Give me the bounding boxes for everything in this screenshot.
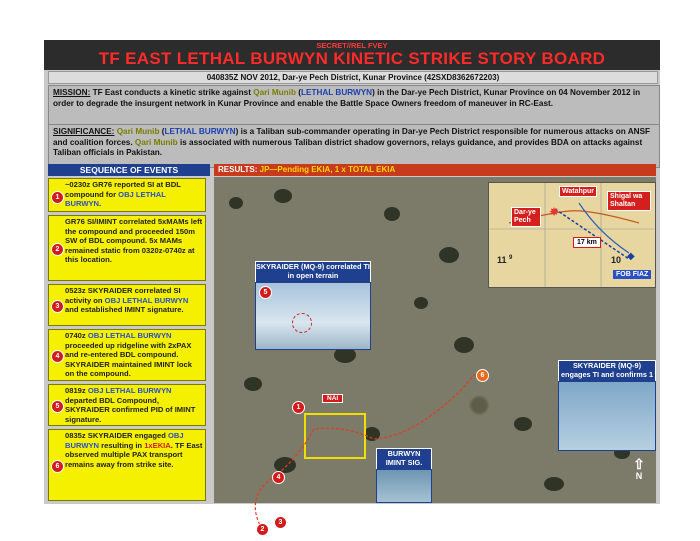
event-text-end: and established IMINT signature. bbox=[65, 305, 184, 315]
grid-label-left: 11 bbox=[497, 255, 507, 265]
event-text-end: departed BDL Compound, SKYRAIDER confirmed PID of IMINT signature. bbox=[65, 395, 196, 424]
results-label: RESULTS: bbox=[218, 165, 258, 174]
area-map-inset bbox=[488, 182, 656, 288]
tree-canopy bbox=[384, 207, 400, 221]
event-4 bbox=[48, 329, 206, 381]
video-still-6 bbox=[558, 381, 656, 451]
event-text-mid: resulting in bbox=[99, 440, 145, 450]
path-marker-1: 1 bbox=[292, 401, 305, 414]
event-number-badge: 4 bbox=[51, 350, 64, 363]
significance-box bbox=[48, 124, 660, 168]
nai-label: NAI bbox=[322, 394, 343, 403]
significance-text-c: is associated with numerous Taliban district shadow governors, relays guidance, and provides BDA on attacks against Taliban officials in Pakistan. bbox=[53, 137, 643, 158]
video-marker-5: 5 bbox=[259, 286, 272, 299]
mission-text-c: ) in the Dar-ye Pech District, Kunar Province on 04 November 2012 in order to degrade the insurgent network in Kunar Province and enable the Battle Space Owners freedom of maneuver in RC-East. bbox=[53, 88, 641, 108]
significance-label: SIGNIFICANCE: bbox=[53, 127, 115, 136]
video-still-5 bbox=[255, 282, 371, 350]
results-bar bbox=[214, 164, 656, 176]
event-objective: OBJ LETHAL BURWYN bbox=[87, 331, 172, 340]
video-caption-sig: BURWYN IMINT SIG. bbox=[376, 448, 432, 470]
tree-canopy bbox=[229, 197, 243, 209]
event-text: ~0230z GR76 reported SI at BDL compound for bbox=[65, 180, 181, 199]
strike-location-icon: ✸ bbox=[549, 205, 560, 219]
north-arrow-glyph: ⇧ bbox=[633, 456, 645, 472]
fob-location-icon: ◆ bbox=[627, 251, 635, 262]
tree-canopy bbox=[454, 337, 474, 353]
strike-marker-6: 6 bbox=[476, 369, 489, 382]
results-text: JP—Pending EKIA, 1 x TOTAL EKIA bbox=[259, 165, 396, 174]
event-text: 0740z bbox=[65, 331, 88, 340]
event-text: 0819z bbox=[65, 386, 88, 395]
grid-label-right: 10 bbox=[611, 255, 622, 265]
mission-target-name: Qari Munib bbox=[253, 88, 296, 97]
north-label: N bbox=[635, 471, 643, 481]
north-arrow-icon bbox=[630, 457, 648, 481]
event-text-end: proceeded up ridgeline with 2xPAX and re-entered BDL compound. SKYRAIDER maintained IMINT lock on the compound. bbox=[65, 340, 193, 379]
sequence-header: SEQUENCE OF EVENTS bbox=[48, 164, 210, 176]
event-2 bbox=[48, 215, 206, 281]
event-6 bbox=[48, 429, 206, 501]
event-text: 0835z SKYRAIDER engaged bbox=[65, 431, 168, 440]
grid-label-sub: 9 bbox=[509, 255, 513, 261]
path-marker-2: 2 bbox=[256, 523, 269, 536]
mission-text-a: TF East conducts a kinetic strike against bbox=[90, 88, 254, 97]
distance-label: 17 km bbox=[573, 237, 601, 248]
map-label-shigal: Shigal wa Shaltan bbox=[607, 191, 651, 211]
event-text-end: . bbox=[99, 199, 102, 209]
event-number-badge: 5 bbox=[51, 400, 64, 413]
aerial-imagery bbox=[214, 177, 656, 533]
storyboard-title: TF EAST LETHAL BURWYN KINETIC STRIKE STORY BOARD bbox=[98, 49, 606, 68]
significance-text-a: ( bbox=[159, 127, 165, 136]
path-marker-4: 4 bbox=[272, 471, 285, 484]
significance-target-name-2: Qari Munib bbox=[134, 137, 178, 147]
dtg-location-line: 040835Z NOV 2012, Dar-ye Pech District, Kunar Province (42SXD8362672203) bbox=[48, 71, 658, 84]
event-5 bbox=[48, 384, 206, 426]
storyboard-slide bbox=[44, 40, 660, 533]
event-objective: OBJ LETHAL BURWYN bbox=[65, 189, 166, 209]
tree-canopy bbox=[244, 377, 262, 391]
event-objective: OBJ LETHAL BURWYN bbox=[104, 295, 189, 305]
tree-canopy bbox=[544, 477, 564, 491]
video-still-sig bbox=[376, 469, 432, 503]
bdl-compound-box bbox=[304, 413, 366, 459]
event-1 bbox=[48, 178, 206, 212]
video-caption-6: SKYRAIDER (MQ-9) engages TI and confirms 1 bbox=[558, 360, 656, 382]
path-marker-3: 3 bbox=[274, 516, 287, 529]
event-objective: OBJ LETHAL BURWYN bbox=[87, 386, 172, 395]
tree-canopy bbox=[364, 427, 380, 441]
significance-target-name: Qari Munib bbox=[116, 127, 160, 136]
event-text: 0523z SKYRAIDER correlated SI activity on bbox=[65, 286, 181, 305]
tree-canopy bbox=[514, 417, 532, 431]
event-text-end: . TF East observed multiple PAX transport remains away from strike site. bbox=[65, 440, 203, 469]
event-objective: OBJ BURWYN bbox=[65, 431, 184, 450]
event-text: GR76 SI/IMINT correlated 5xMAMs left the compound and proceeded 150m SW of BDL compound. 5x MAMs remained static from 0320z-0740z at this location. bbox=[65, 217, 203, 265]
mission-box bbox=[48, 85, 660, 125]
mission-codename: LETHAL BURWYN bbox=[300, 88, 373, 97]
map-label-dar-ye-pech: Dar-ye Pech bbox=[511, 207, 541, 227]
classification-marking: SECRET//REL FVEY bbox=[316, 41, 388, 50]
significance-text-b: ) is a Taliban sub-commander operating in Dar-ye Pech District responsible for numerous attacks on ANSF and coalition forces. bbox=[53, 127, 651, 147]
video-caption-5: SKYRAIDER (MQ-9) correlated TI in open terrain bbox=[255, 261, 371, 283]
event-number-badge: 1 bbox=[51, 191, 64, 204]
event-number-badge: 3 bbox=[51, 300, 64, 313]
event-3 bbox=[48, 284, 206, 326]
event-ekia: 1xEKIA bbox=[144, 440, 171, 450]
event-number-badge: 6 bbox=[51, 460, 64, 473]
significance-codename: LETHAL BURWYN bbox=[164, 127, 236, 136]
mission-label: MISSION: bbox=[53, 88, 91, 97]
title-bar bbox=[44, 40, 660, 70]
tree-canopy bbox=[274, 189, 292, 203]
tree-canopy bbox=[414, 297, 428, 309]
target-circle-icon bbox=[292, 313, 312, 333]
event-number-badge: 2 bbox=[51, 243, 64, 256]
mission-text-b: ( bbox=[295, 88, 301, 97]
fob-label: FOB FIAZ bbox=[613, 270, 651, 279]
map-label-watahpur: Watahpur bbox=[559, 186, 597, 197]
tree-canopy bbox=[439, 247, 459, 263]
